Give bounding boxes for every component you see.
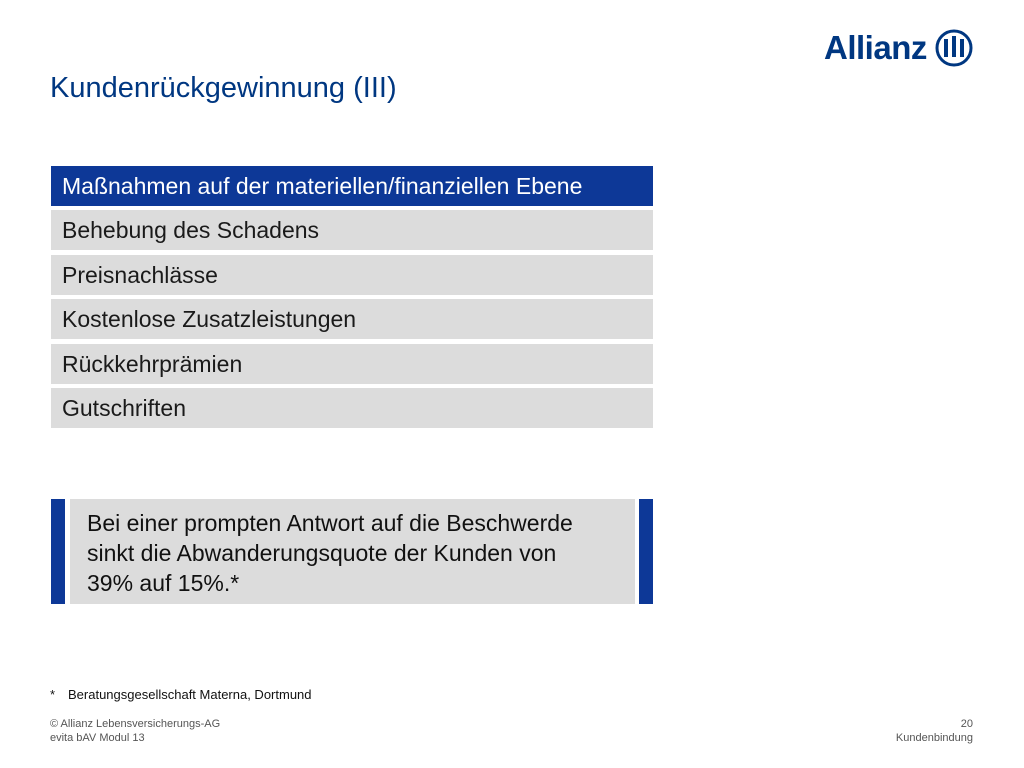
callout-body [70, 499, 635, 604]
footnote [50, 687, 312, 702]
footer-copyright: © Allianz Lebensversicherungs-AG [50, 718, 221, 730]
logo-wordmark: Allianz [824, 29, 927, 66]
footer-right [896, 717, 973, 745]
callout-left-bar [51, 499, 65, 604]
footer-section: Kundenbindung [895, 732, 973, 744]
list-item [51, 344, 653, 384]
list-item-text: Rückkehrprämien [62, 350, 243, 377]
list-item [51, 388, 653, 428]
allianz-logo [824, 28, 973, 68]
callout-line: Bei einer prompten Antwort auf die Beschwerde [87, 510, 573, 536]
measures-list-header [51, 166, 653, 206]
measures-list-header-text: Maßnahmen auf der materiellen/finanziellen Ebene [62, 172, 583, 199]
page-number: 20 [960, 718, 973, 730]
statistic-callout [51, 499, 653, 604]
footnote-text: Beratungsgesellschaft Materna, Dortmund [68, 687, 312, 702]
slide-title: Kundenrückgewinnung (III) [50, 72, 397, 104]
list-item [51, 255, 653, 295]
callout-line: 39% auf 15%.* [87, 570, 240, 596]
list-item-text: Behebung des Schadens [62, 216, 320, 243]
footnote-marker: * [50, 687, 56, 702]
footer-module: evita bAV Modul 13 [50, 732, 145, 744]
list-item-text: Gutschriften [62, 394, 186, 421]
allianz-eagle-icon [935, 29, 973, 67]
callout-right-bar [639, 499, 653, 604]
callout-line: sinkt die Abwanderungsquote der Kunden von [87, 540, 557, 566]
list-item [51, 210, 653, 250]
footer-left [50, 717, 220, 745]
list-item-text: Kostenlose Zusatzleistungen [62, 305, 357, 332]
list-item-text: Preisnachlässe [62, 261, 218, 288]
list-item [51, 299, 653, 339]
